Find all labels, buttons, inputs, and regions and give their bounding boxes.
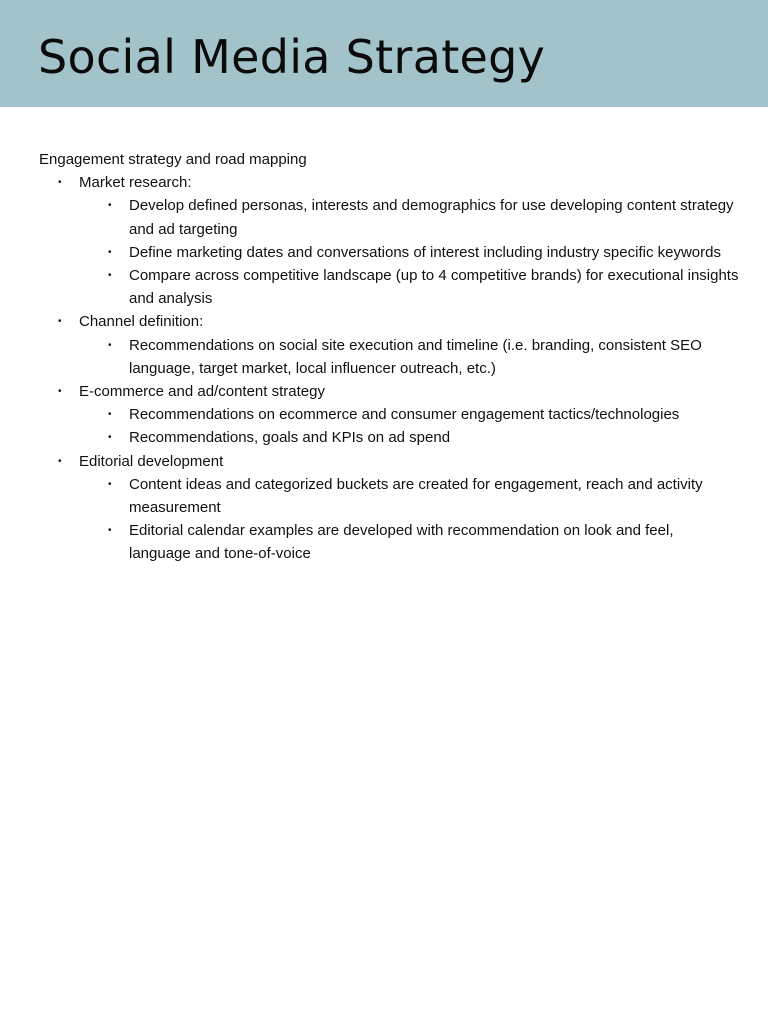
- bullet-icon: •: [108, 525, 112, 537]
- list-item: [79, 264, 739, 310]
- list-item-text: Recommendations, goals and KPIs on ad spend: [129, 429, 451, 447]
- list-item: [79, 194, 739, 240]
- list-item: [79, 426, 739, 449]
- section-label: Channel definition:: [79, 313, 204, 331]
- list-item: [79, 241, 739, 264]
- bullet-icon: •: [108, 200, 112, 212]
- list-item-text: Define marketing dates and conversations of interest including industry specific keywords: [129, 243, 721, 261]
- bullet-icon: •: [108, 478, 112, 490]
- section-editorial-development: [39, 450, 739, 566]
- header-band: [0, 0, 768, 107]
- list-item-text: Develop defined personas, interests and demographics for use developing content strategy and ad targeting: [129, 197, 734, 238]
- bullet-icon: •: [58, 386, 62, 398]
- bullet-icon: •: [58, 455, 62, 467]
- sub-list: [79, 473, 739, 566]
- list-item-text: Recommendations on ecommerce and consumer engagement tactics/technologies: [129, 406, 680, 424]
- bullet-icon: •: [108, 246, 112, 258]
- sub-list: [79, 334, 739, 380]
- section-channel-definition: [39, 310, 739, 380]
- list-item-text: Recommendations on social site execution and timeline (i.e. branding, consistent SEO language, target market, local influencer outreach, etc.): [129, 336, 702, 377]
- section-market-research: [39, 171, 739, 310]
- document-body: [39, 148, 739, 566]
- bullet-icon: •: [108, 409, 112, 421]
- section-label: Editorial development: [79, 452, 224, 470]
- section-list: [39, 171, 739, 565]
- page-title: Social Media Strategy: [38, 30, 546, 84]
- bullet-icon: •: [58, 177, 62, 189]
- list-item: [79, 403, 739, 426]
- section-ecommerce-strategy: [39, 380, 739, 450]
- intro-line: Engagement strategy and road mapping: [39, 151, 307, 168]
- sub-list: [79, 194, 739, 310]
- list-item: [79, 334, 739, 380]
- bullet-icon: •: [108, 432, 112, 444]
- list-item: [79, 473, 739, 519]
- list-item-text: Content ideas and categorized buckets are created for engagement, reach and activity measurement: [129, 475, 703, 517]
- list-item: [79, 519, 739, 565]
- sub-list: [79, 403, 739, 449]
- bullet-icon: •: [108, 339, 112, 351]
- list-item-text: Editorial calendar examples are developed with recommendation on look and feel, language and tone-of-voice: [129, 522, 674, 563]
- bullet-icon: •: [108, 270, 112, 282]
- bullet-icon: •: [58, 316, 62, 328]
- section-label: E-commerce and ad/content strategy: [79, 383, 325, 401]
- section-label: Market research:: [79, 174, 192, 192]
- list-item-text: Compare across competitive landscape (up to 4 competitive brands) for executional insights and analysis: [129, 267, 739, 308]
